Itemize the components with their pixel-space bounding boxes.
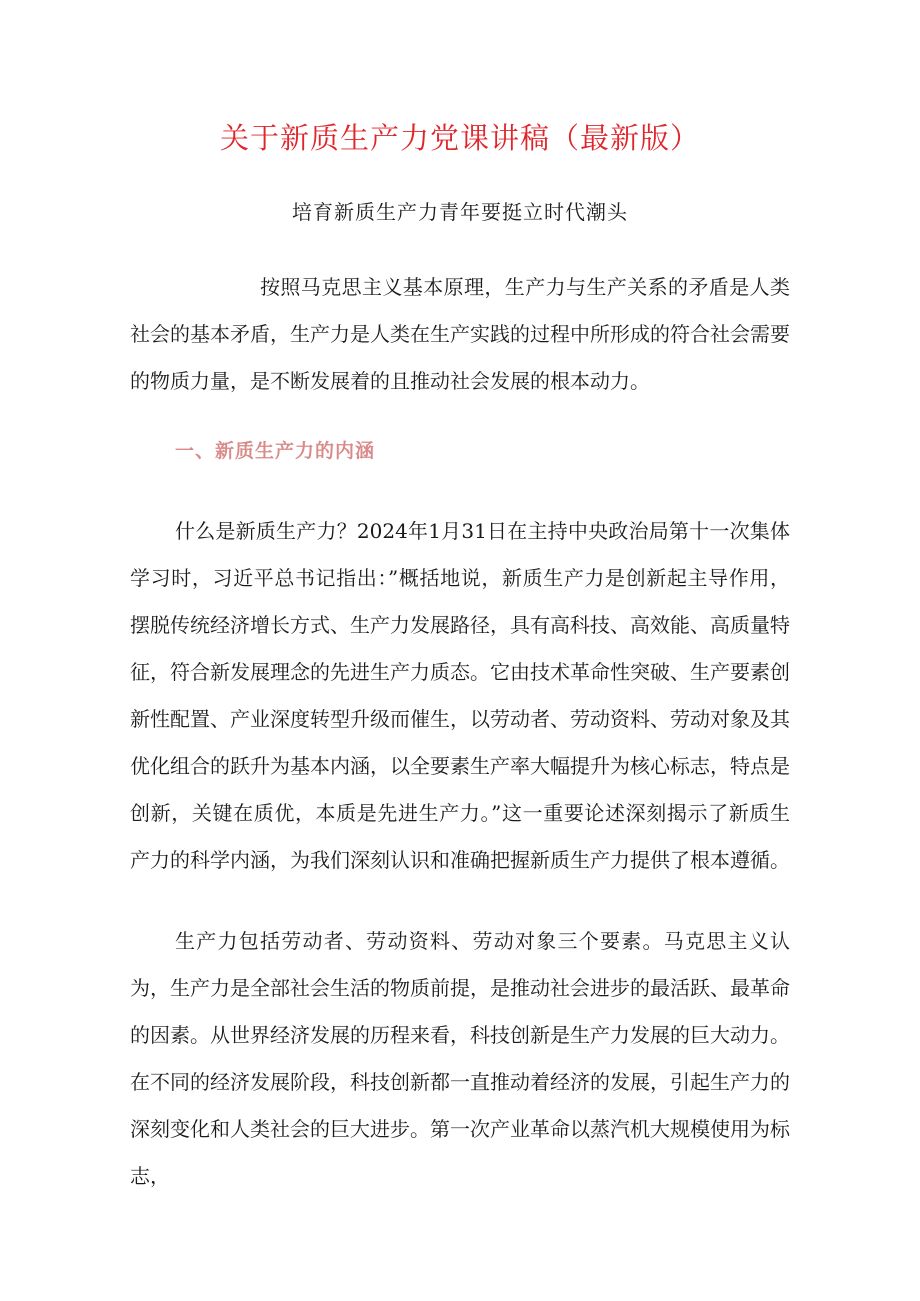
body-paragraph-1: 什么是新质生产力？2024年1月31日在主持中央政治局第十一次集体学习时，习近平总书记指出：”概括地说，新质生产力是创新起主导作用，摆脱传统经济增长方式、生产力发展路径，具有高科技、高效能、高质量特征，符合新发展理念的先进生产力质态。它由技术革命性突破、生产要素创新性配置、产业深度转型升级而催生，以劳动者、劳动资料、劳动对象及其优化组合的跃升为基本内涵，以全要素生产率大幅提升为核心标志，特点是创新，关键在质优，本质是先进生产力。”这一重要论述深刻揭示了新质生产力的科学内涵，为我们深刻认识和准确把握新质生产力提供了根本遵循。 — [130, 519, 790, 872]
document-subtitle: 培育新质生产力青年要挺立时代潮头 — [292, 200, 628, 224]
section-heading: 一、新质生产力的内涵 — [175, 440, 376, 462]
document-title: 关于新质生产力党课讲稿（最新版） — [219, 121, 700, 155]
body-paragraph-2: 生产力包括劳动者、劳动资料、劳动对象三个要素。马克思主义认为，生产力是全部社会生活的物质前提，是推动社会进步的最活跃、最革命的因素。从世界经济发展的历程来看，科技创新是生产力发展的巨大动力。在不同的经济发展阶段，科技创新都一直推动着经济的发展，引起生产力的深刻变化和人类社会的巨大进步。第一次产业革命以蒸汽机大规模使用为标志， — [130, 929, 790, 1188]
intro-paragraph: 按照马克思主义基本原理，生产力与生产关系的矛盾是人类社会的基本矛盾，生产力是人类在生产实践的过程中所形成的符合社会需要的物质力量，是不断发展着的且推动社会发展的根本动力。 — [130, 275, 790, 393]
